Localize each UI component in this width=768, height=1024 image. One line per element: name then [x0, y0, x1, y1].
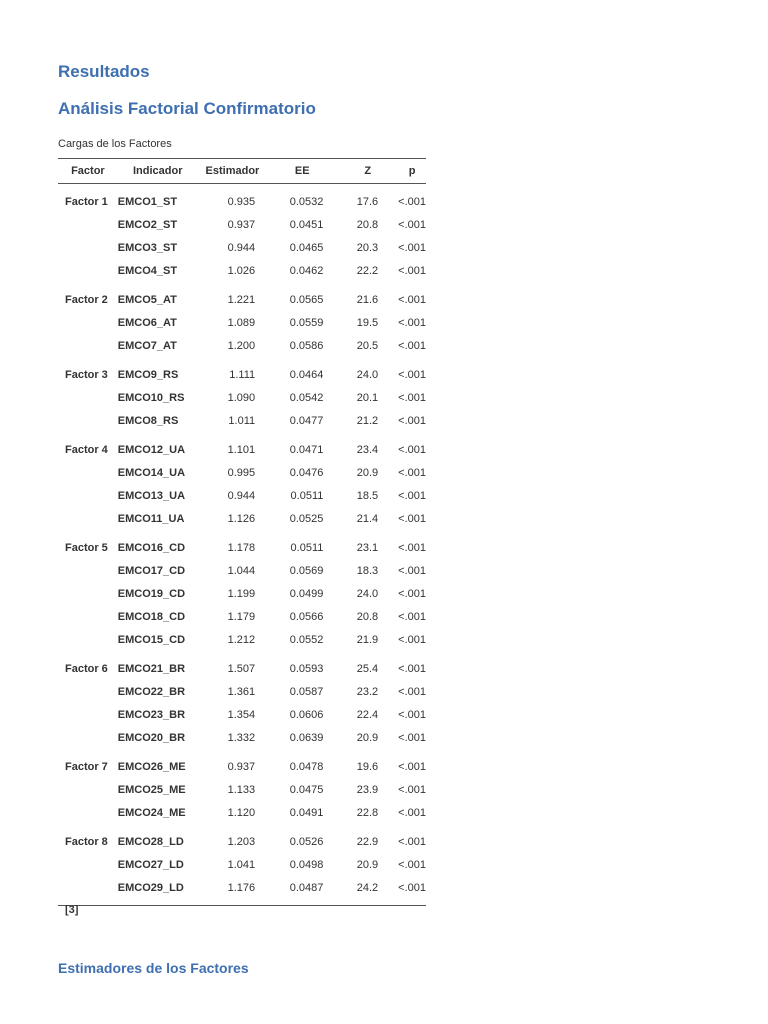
table-row — [58, 778, 426, 801]
factor-cell — [58, 409, 118, 432]
factor-estimates-heading: Estimadores de los Factores — [58, 960, 249, 976]
indicator-cell: EMCO5_AT — [117, 293, 177, 306]
p-cell: <.001 — [398, 264, 426, 277]
factor-cell — [58, 582, 118, 605]
indicator-cell: EMCO10_RS — [117, 391, 185, 404]
z-cell: 22.9 — [356, 835, 379, 848]
indicator-cell: EMCO28_LD — [117, 835, 184, 848]
z-cell: 21.9 — [356, 633, 379, 646]
estimate-cell: 1.011 — [228, 414, 256, 427]
se-cell: 0.0451 — [289, 218, 324, 231]
indicator-cell: EMCO18_CD — [117, 610, 186, 623]
z-cell: 20.1 — [356, 391, 379, 404]
indicator-cell: EMCO26_ME — [117, 760, 186, 773]
p-cell: <.001 — [398, 662, 426, 675]
z-cell: 17.6 — [356, 195, 379, 208]
z-cell: 20.5 — [356, 339, 379, 352]
p-cell: <.001 — [398, 195, 426, 208]
table-row — [58, 432, 426, 461]
p-cell: <.001 — [398, 218, 426, 231]
indicator-cell: EMCO12_UA — [117, 443, 186, 456]
column-header-estimate: Estimador — [198, 159, 267, 184]
table-note: [3] — [65, 904, 79, 916]
results-heading: Resultados — [58, 62, 150, 81]
factor-cell: Factor 1 — [65, 195, 108, 208]
z-cell: 20.8 — [356, 218, 379, 231]
table-row — [58, 259, 426, 282]
estimate-cell: 1.126 — [227, 512, 256, 525]
se-cell: 0.0565 — [289, 293, 324, 306]
indicator-cell: EMCO4_ST — [117, 264, 178, 277]
z-cell: 22.2 — [356, 264, 379, 277]
table-row — [58, 236, 426, 259]
table-row — [58, 507, 426, 530]
factor-cell — [58, 726, 118, 749]
se-cell: 0.0498 — [289, 858, 324, 871]
estimate-cell: 1.199 — [227, 587, 256, 600]
z-cell: 23.1 — [356, 541, 379, 554]
factor-cell — [58, 605, 118, 628]
indicator-cell: EMCO2_ST — [117, 218, 178, 231]
se-cell: 0.0499 — [289, 587, 324, 600]
table-row — [58, 824, 426, 853]
estimate-cell: 0.995 — [227, 466, 256, 479]
factor-cell — [58, 628, 118, 651]
table-row — [58, 876, 426, 906]
factor-cell — [58, 680, 118, 703]
estimate-cell: 0.935 — [227, 195, 256, 208]
z-cell: 20.9 — [356, 731, 379, 744]
p-cell: <.001 — [398, 339, 426, 352]
p-cell: <.001 — [398, 783, 426, 796]
estimate-cell: 1.354 — [227, 708, 256, 721]
z-cell: 20.9 — [356, 858, 379, 871]
estimate-cell: 1.361 — [227, 685, 256, 698]
indicator-cell: EMCO24_ME — [117, 806, 186, 819]
se-cell: 0.0542 — [289, 391, 324, 404]
factor-cell — [58, 236, 118, 259]
se-cell: 0.0526 — [289, 835, 324, 848]
table-row — [58, 853, 426, 876]
p-cell: <.001 — [398, 391, 426, 404]
factor-cell — [58, 559, 118, 582]
z-cell: 19.5 — [356, 316, 379, 329]
factor-cell: Factor 4 — [65, 443, 108, 456]
factor-cell — [58, 507, 118, 530]
estimate-cell: 0.944 — [227, 489, 256, 502]
p-cell: <.001 — [398, 414, 426, 427]
p-cell: <.001 — [398, 708, 426, 721]
z-cell: 23.9 — [356, 783, 379, 796]
estimate-cell: 0.937 — [227, 760, 256, 773]
table-row — [58, 801, 426, 824]
column-header-factor: Factor — [58, 159, 118, 184]
p-cell: <.001 — [398, 293, 426, 306]
p-cell: <.001 — [398, 443, 426, 456]
estimate-cell: 1.507 — [227, 662, 256, 675]
estimate-cell: 1.221 — [227, 293, 256, 306]
p-cell: <.001 — [398, 564, 426, 577]
factor-cell — [58, 213, 118, 236]
table-row — [58, 651, 426, 680]
se-cell: 0.0464 — [289, 368, 324, 381]
factor-cell — [58, 801, 118, 824]
se-cell: 0.0511 — [290, 541, 324, 554]
column-header-z: Z — [337, 159, 398, 184]
table-row — [58, 680, 426, 703]
factor-cell — [58, 259, 118, 282]
z-cell: 23.2 — [356, 685, 379, 698]
se-cell: 0.0511 — [290, 489, 324, 502]
indicator-cell: EMCO23_BR — [117, 708, 186, 721]
table-row — [58, 703, 426, 726]
table-row — [58, 311, 426, 334]
se-cell: 0.0569 — [289, 564, 324, 577]
indicator-cell: EMCO13_UA — [117, 489, 186, 502]
estimate-cell: 1.026 — [227, 264, 256, 277]
estimate-cell: 1.089 — [227, 316, 256, 329]
table-caption: Cargas de los Factores — [58, 138, 172, 150]
factor-cell — [58, 311, 118, 334]
z-cell: 18.3 — [356, 564, 379, 577]
indicator-cell: EMCO9_RS — [117, 368, 179, 381]
p-cell: <.001 — [398, 587, 426, 600]
estimate-cell: 1.332 — [227, 731, 256, 744]
factor-cell — [58, 461, 118, 484]
z-cell: 22.4 — [356, 708, 379, 721]
table-row — [58, 184, 426, 214]
indicator-cell: EMCO20_BR — [117, 731, 186, 744]
table-row — [58, 282, 426, 311]
z-cell: 21.4 — [356, 512, 379, 525]
se-cell: 0.0552 — [289, 633, 324, 646]
table-row — [58, 605, 426, 628]
se-cell: 0.0462 — [289, 264, 324, 277]
estimate-cell: 1.178 — [227, 541, 256, 554]
indicator-cell: EMCO6_AT — [117, 316, 177, 329]
se-cell: 0.0477 — [289, 414, 324, 427]
factor-cell — [58, 386, 118, 409]
se-cell: 0.0478 — [289, 760, 324, 773]
indicator-cell: EMCO15_CD — [117, 633, 186, 646]
p-cell: <.001 — [398, 512, 426, 525]
z-cell: 20.8 — [356, 610, 379, 623]
p-cell: <.001 — [398, 368, 426, 381]
factor-cell — [58, 778, 118, 801]
p-cell: <.001 — [398, 541, 426, 554]
p-cell: <.001 — [398, 633, 426, 646]
se-cell: 0.0465 — [289, 241, 324, 254]
se-cell: 0.0476 — [289, 466, 324, 479]
factor-cell — [58, 876, 118, 906]
se-cell: 0.0639 — [289, 731, 324, 744]
indicator-cell: EMCO22_BR — [117, 685, 186, 698]
z-cell: 25.4 — [356, 662, 379, 675]
factor-cell: Factor 2 — [65, 293, 108, 306]
indicator-cell: EMCO25_ME — [117, 783, 186, 796]
p-cell: <.001 — [398, 610, 426, 623]
estimate-cell: 1.176 — [227, 881, 256, 894]
se-cell: 0.0586 — [289, 339, 324, 352]
factor-cell: Factor 8 — [65, 835, 108, 848]
column-header-p: p — [398, 159, 426, 184]
z-cell: 18.5 — [356, 489, 379, 502]
p-cell: <.001 — [398, 316, 426, 329]
factor-cell: Factor 7 — [65, 760, 108, 773]
table-body — [58, 184, 426, 906]
table-row — [58, 357, 426, 386]
table-row — [58, 461, 426, 484]
table-row — [58, 628, 426, 651]
z-cell: 20.3 — [356, 241, 379, 254]
table-row — [58, 530, 426, 559]
table-header-row — [58, 159, 426, 184]
factor-cell — [58, 853, 118, 876]
indicator-cell: EMCO14_UA — [117, 466, 186, 479]
table-row — [58, 213, 426, 236]
se-cell: 0.0487 — [289, 881, 324, 894]
estimate-cell: 1.133 — [227, 783, 256, 796]
table-row — [58, 749, 426, 778]
se-cell: 0.0491 — [289, 806, 324, 819]
estimate-cell: 1.044 — [227, 564, 256, 577]
estimate-cell: 1.041 — [227, 858, 256, 871]
p-cell: <.001 — [398, 466, 426, 479]
se-cell: 0.0471 — [289, 443, 324, 456]
se-cell: 0.0566 — [289, 610, 324, 623]
p-cell: <.001 — [398, 685, 426, 698]
indicator-cell: EMCO7_AT — [117, 339, 177, 352]
factor-cell — [58, 334, 118, 357]
p-cell: <.001 — [398, 731, 426, 744]
indicator-cell: EMCO1_ST — [117, 195, 178, 208]
estimate-cell: 1.200 — [227, 339, 256, 352]
z-cell: 24.0 — [356, 587, 379, 600]
z-cell: 19.6 — [356, 760, 379, 773]
estimate-cell: 1.203 — [227, 835, 256, 848]
p-cell: <.001 — [398, 835, 426, 848]
column-header-indicator: Indicador — [118, 159, 198, 184]
factor-cell: Factor 3 — [65, 368, 108, 381]
estimate-cell: 0.944 — [227, 241, 256, 254]
table-row — [58, 559, 426, 582]
table-row — [58, 409, 426, 432]
indicator-cell: EMCO21_BR — [117, 662, 186, 675]
estimate-cell: 0.937 — [227, 218, 256, 231]
table-row — [58, 334, 426, 357]
indicator-cell: EMCO8_RS — [117, 414, 179, 427]
p-cell: <.001 — [398, 760, 426, 773]
estimate-cell: 1.090 — [227, 391, 256, 404]
indicator-cell: EMCO3_ST — [117, 241, 178, 254]
indicator-cell: EMCO27_LD — [117, 858, 184, 871]
p-cell: <.001 — [398, 806, 426, 819]
p-cell: <.001 — [398, 881, 426, 894]
factor-cell — [58, 484, 118, 507]
factor-cell — [58, 703, 118, 726]
indicator-cell: EMCO16_CD — [117, 541, 186, 554]
factor-cell: Factor 6 — [65, 662, 108, 675]
z-cell: 21.6 — [356, 293, 379, 306]
z-cell: 24.2 — [356, 881, 379, 894]
estimate-cell: 1.120 — [227, 806, 256, 819]
table-row — [58, 582, 426, 605]
z-cell: 20.9 — [356, 466, 379, 479]
se-cell: 0.0532 — [289, 195, 324, 208]
indicator-cell: EMCO19_CD — [117, 587, 186, 600]
estimate-cell: 1.101 — [227, 443, 256, 456]
se-cell: 0.0525 — [289, 512, 324, 525]
se-cell: 0.0559 — [289, 316, 324, 329]
z-cell: 24.0 — [356, 368, 379, 381]
indicator-cell: EMCO11_UA — [117, 512, 185, 525]
column-header-se: EE — [267, 159, 337, 184]
z-cell: 22.8 — [356, 806, 379, 819]
cfa-heading: Análisis Factorial Confirmatorio — [58, 99, 316, 118]
se-cell: 0.0593 — [289, 662, 324, 675]
table-row — [58, 484, 426, 507]
se-cell: 0.0606 — [289, 708, 324, 721]
z-cell: 23.4 — [356, 443, 379, 456]
p-cell: <.001 — [398, 858, 426, 871]
table-row — [58, 726, 426, 749]
table-row — [58, 386, 426, 409]
p-cell: <.001 — [398, 241, 426, 254]
estimate-cell: 1.179 — [227, 610, 256, 623]
indicator-cell: EMCO29_LD — [117, 881, 184, 894]
estimate-cell: 1.111 — [229, 368, 256, 381]
z-cell: 21.2 — [356, 414, 379, 427]
factor-cell: Factor 5 — [65, 541, 108, 554]
factor-loadings-table — [58, 158, 426, 906]
p-cell: <.001 — [398, 489, 426, 502]
se-cell: 0.0475 — [289, 783, 324, 796]
estimate-cell: 1.212 — [227, 633, 256, 646]
se-cell: 0.0587 — [289, 685, 324, 698]
indicator-cell: EMCO17_CD — [117, 564, 186, 577]
